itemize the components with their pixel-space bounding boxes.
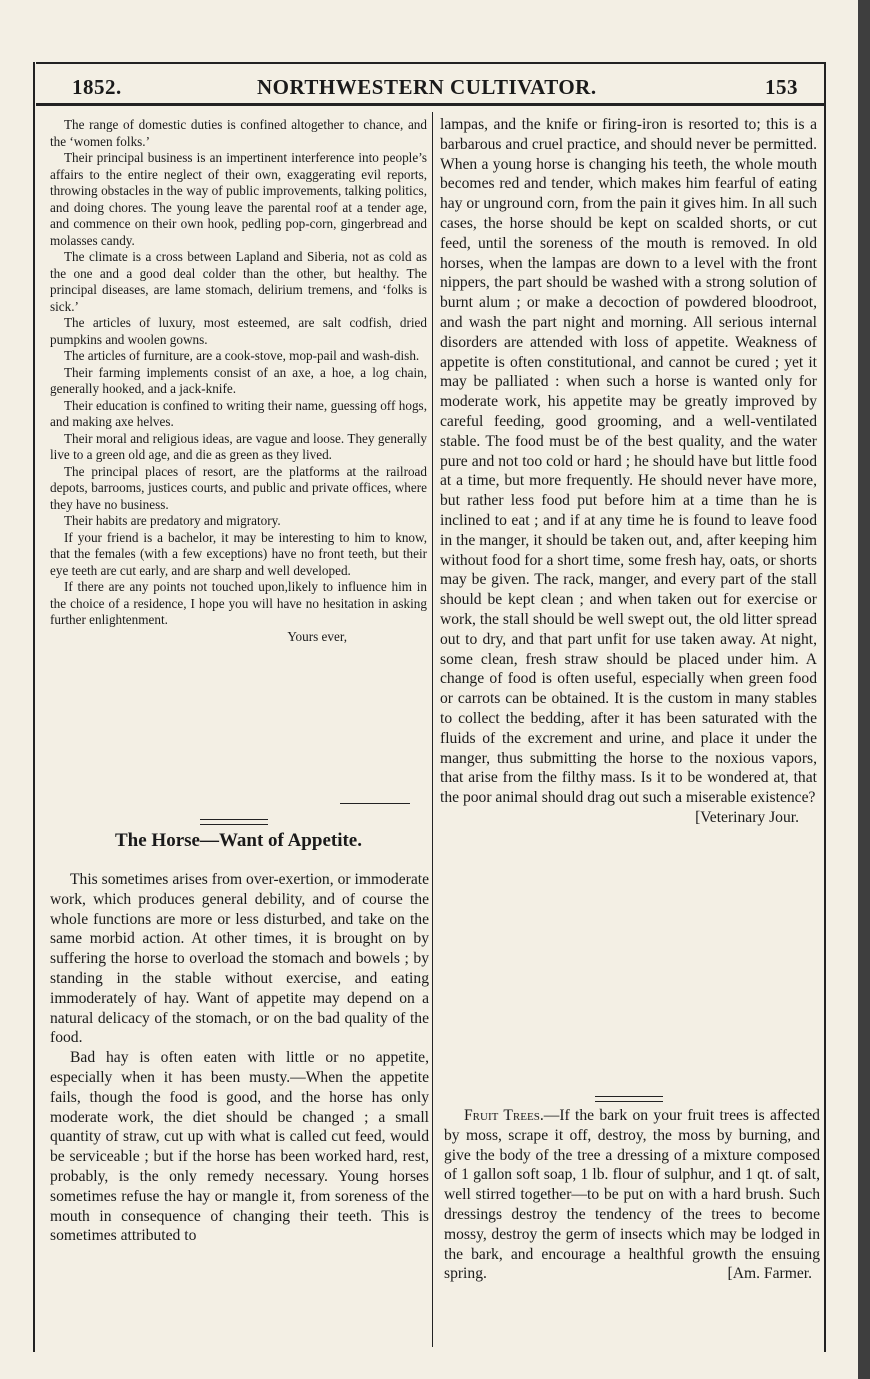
signoff-signature: Yours ever,	[287, 628, 347, 644]
column-divider	[432, 112, 433, 1347]
page-edge-shadow	[858, 0, 870, 1379]
citation: [Veterinary Jour.	[695, 808, 799, 826]
paragraph: Bad hay is often eaten with little or no appetite, especially when it has been musty.—When the appetite fails, though the food is good, and the horse has only moderate work, the diet should be changed ; a small quantity of straw, cut up with what is called cut feed, would be serviceable ; but if the horse has been worked hard, rest, probably, is the only remedy necessary. Young horses sometimes refuse the hay or mangle it, from soreness of the mouth in consequence of changing their teeth. This is sometimes attributed to	[50, 1049, 429, 1245]
fruit-text: —If the bark on your fruit trees is affected by moss, scrape it off, destroy, the moss by burning, and give the body of the tree a dressing of a mixture composed of 1 gallon soft soap, 1 lb. flour of sulphur, and 1 qt. of salt, well stirred together—to be put on with a hard brush. Such dressings destroy the tendency of the trees to become mossy, destroy the germ of insects which may be lodged in the bark, and encourage a healthful growth the ensuing spring.	[444, 1107, 820, 1283]
header-bottom-rule	[36, 103, 826, 106]
divider-ornament	[595, 1096, 663, 1102]
signoff-dash	[340, 803, 410, 804]
divider-ornament	[200, 819, 268, 825]
paragraph: The range of domestic duties is confined altogether to chance, and the ‘women folks.’	[50, 117, 427, 149]
paragraph	[444, 1106, 820, 1284]
left-column-article	[50, 870, 429, 1246]
header-year: 1852.	[72, 75, 122, 99]
header-title: NORTHWESTERN CULTIVATOR.	[257, 75, 597, 99]
citation: [Am. Farmer.	[727, 1265, 812, 1283]
paragraph: Their habits are predatory and migratory.	[64, 513, 281, 528]
paragraph: The principal places of resort, are the platforms at the railroad depots, barrooms, justices courts, and public and private offices, where they have no business.	[50, 463, 427, 512]
paragraph: Their farming implements consist of an axe, a hoe, a log chain, generally hooked, and a jack-knife.	[50, 364, 427, 396]
right-border	[824, 62, 826, 1352]
article-title-wrap	[50, 830, 427, 852]
fruit-heading: Fruit Trees.	[464, 1107, 544, 1124]
paragraph: If your friend is a bachelor, it may be interesting to him to know, that the females (with a few exceptions) have no front teeth, but their eye teeth are cut early, and are sharp and well developed.	[50, 529, 427, 578]
left-border	[33, 62, 35, 1352]
right-column-article	[440, 115, 817, 828]
page-header	[36, 62, 826, 106]
header-top-rule	[36, 62, 826, 64]
article-title: The Horse—Want of Appetite.	[115, 830, 362, 851]
paragraph: This sometimes arises from over-exertion, or immoderate work, which produces general debility, and of course the whole functions are more or less disturbed, and take on the same morbid action. At other times, it is brought on by suffering the horse to overload the stomach and bowels ; by standing in the stable without exercise, and eating immoderately of hay. Want of appetite may depend on a natural delicacy of the stomach, or on the bad quality of the food.	[50, 871, 429, 1047]
fruit-trees-article	[444, 1106, 820, 1284]
paragraph: The articles of luxury, most esteemed, are salt codfish, dried pumpkins and woolen gowns.	[50, 315, 427, 347]
left-column-letter	[50, 117, 427, 645]
paragraph: Their principal business is an impertinent interference into people’s affairs to the entire neglect of their own, exaggerating evil reports, throwing obstacles in the way of public improvements, talking politics, and doing chores. The young leave the parental roof at a tender age, and commence on their own hook, pedling pop-corn, gingerbread and molasses candy.	[50, 150, 427, 248]
paragraph: lampas, and the knife or firing-iron is resorted to; this is a barbarous and cruel practice, and should never be permitted. When a young horse is changing his teeth, the whole mouth becomes red and tender, which makes him fearful of eating hay or unground corn, from the pain it gives him. In all such cases, the horse should be kept on scalded shorts, or cut feed, until the soreness of the mouth is removed. In old horses, when the lampas are down to a level with the front nippers, the part should be washed with a strong solution of burnt alum ; or make a decoction of powdered bloodroot, and wash the part night and morning. All serious internal disorders are attended with loss of appetite. Weakness of appetite is often constitutional, and cannot be cured ; yet it may be palliated : when such a horse is wanted only for moderate work, his appetite may be greatly improved by careful feeding, good grooming, and a well-ventilated stable. The food must be of the best quality, and the water pure and not too cold or hard ; he should have but little food at a time, but more frequently. He should never have more, but rather less food put before him at a time than he is inclined to eat ; and if at any time he is found to leave food in the manger, it should be taken out, and, after keeping him without food for a short time, some fresh hay, oats, or shorts may be given. The rack, manger, and every part of the stall should be kept clean ; and when taken out for exercise or work, the stall should be well swept out, the old litter spread out to dry, and that part unfit for use taken away. At night, some clean, fresh straw should be placed under him. A change of food is often useful, especially when green food or carrots can be obtained. It is the custom in many stables to collect the bedding, after it has been saturated with the fluids of the excrement and urine, and place it under the manger, thus submitting the horse to the noxious vapors, that arise from the filthy mass. Is it to be wondered at, that the poor animal should drag out such a miserable existence?	[440, 116, 817, 807]
paragraph: Their moral and religious ideas, are vague and loose. They generally live to a green old age, and die as green as they lived.	[50, 430, 427, 462]
paragraph: The articles of furniture, are a cook-stove, mop-pail and wash-dish.	[64, 348, 420, 363]
header-page-number: 153	[765, 75, 798, 99]
paragraph: The climate is a cross between Lapland and Siberia, not as cold as the one and a good deal colder than the other, but healthy. The principal diseases, are lame stomach, delirium tremens, and ‘folks is sick.’	[50, 249, 427, 314]
paragraph: Their education is confined to writing their name, guessing off hogs, and making axe helves.	[50, 397, 427, 429]
paragraph: If there are any points not touched upon,likely to influence him in the choice of a residence, I hope you will have no hesitation in asking further enlightenment.	[50, 579, 427, 627]
signoff-line	[50, 629, 427, 646]
